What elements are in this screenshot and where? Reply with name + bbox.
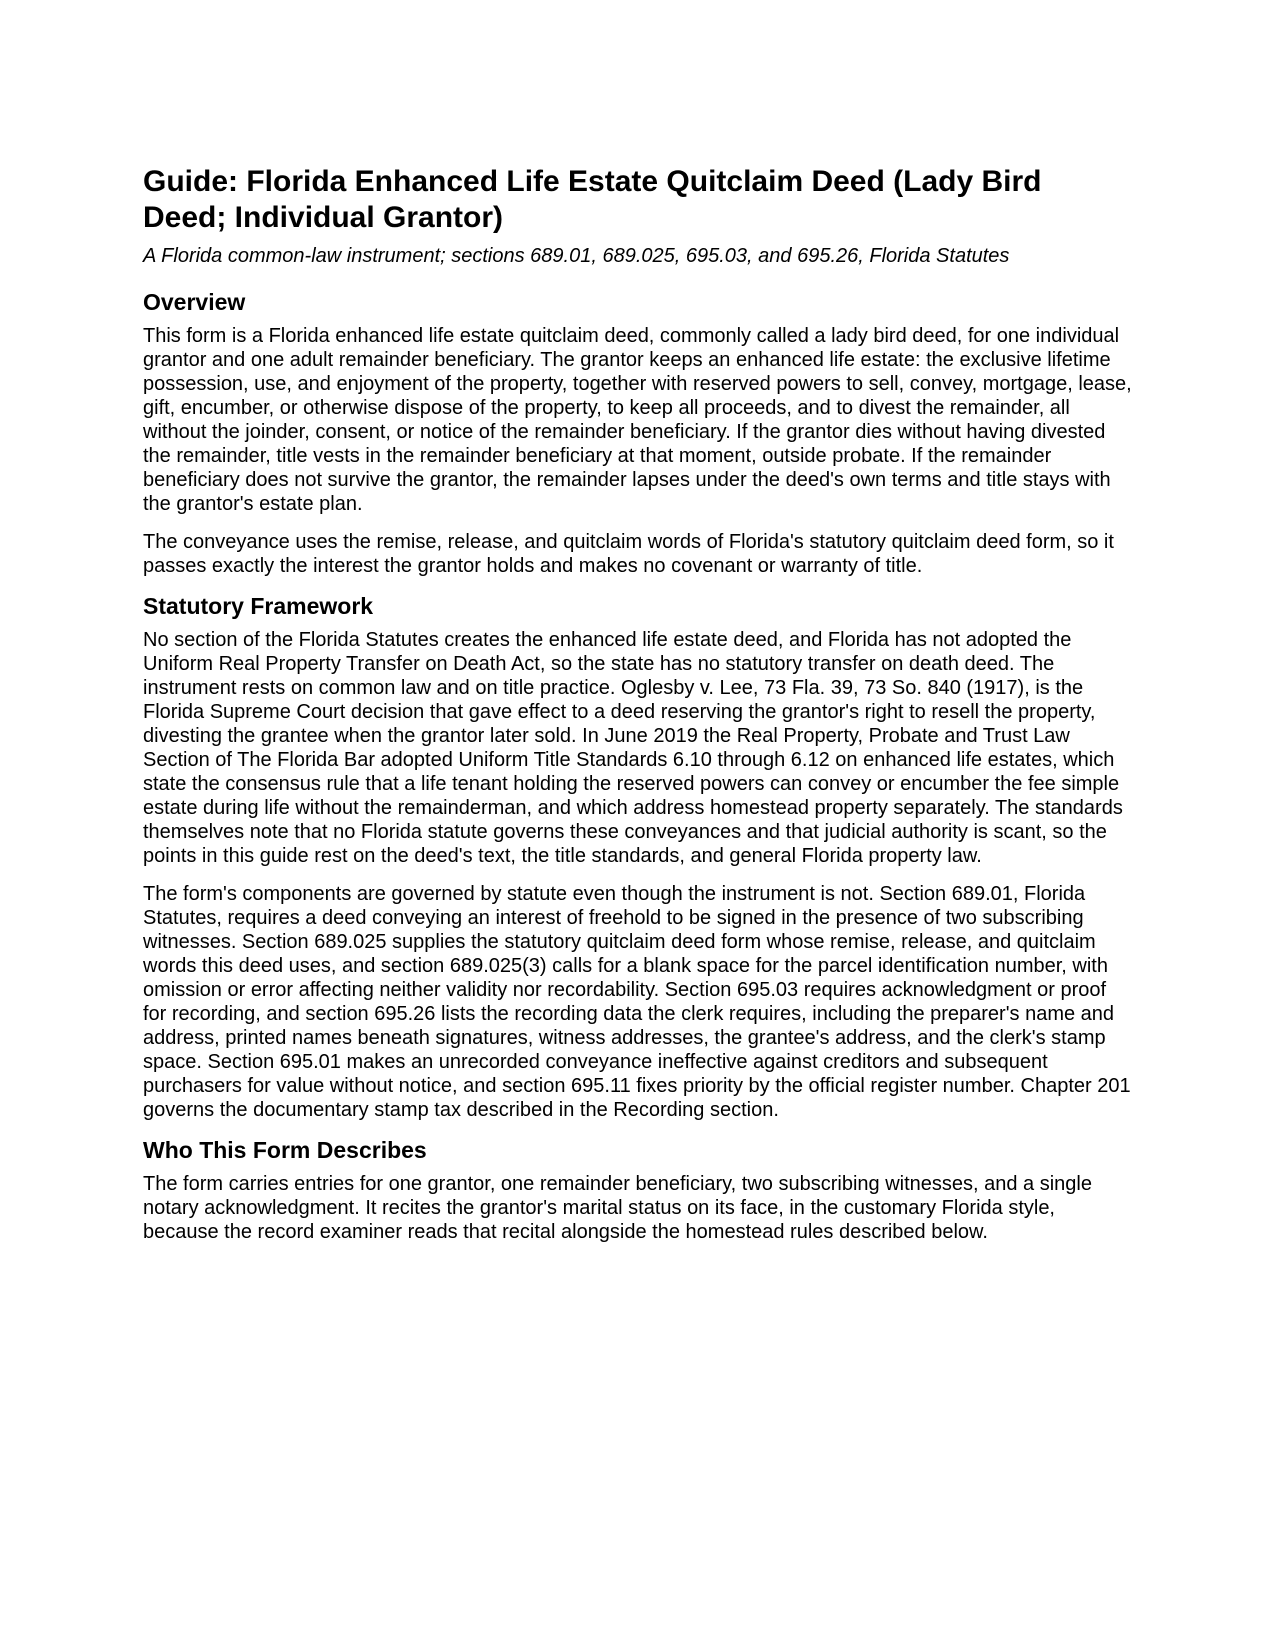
document-page (143, 164, 1133, 1258)
section-heading-overview: Overview (143, 289, 246, 315)
section-overview (143, 288, 1133, 578)
document-subtitle: A Florida common-law instrument; sections 689.01, 689.025, 695.03, and 695.26, Florida Statutes (143, 245, 1010, 267)
section-heading-statutory-framework: Statutory Framework (143, 593, 374, 619)
section-heading-who-this-form-describes: Who This Form Describes (143, 1137, 427, 1163)
document-title: Guide: Florida Enhanced Life Estate Quitclaim Deed (Lady Bird Deed; Individual Grantor) (143, 165, 1042, 234)
section-statutory-framework (143, 592, 1133, 1122)
paragraph: The form carries entries for one grantor, one remainder beneficiary, two subscribing witnesses, and a single notary acknowledgment. It recites the grantor's marital status on its face, in the customary Florida style, because the record examiner reads that recital alongside the homestead rules described below. (143, 1173, 1092, 1243)
paragraph: The form's components are governed by statute even though the instrument is not. Section 689.01, Florida Statutes, requires a deed conveying an interest of freehold to be signed in the presence of two subscribing witnesses. Section 689.025 supplies the statutory quitclaim deed form whose remise, release, and quitclaim words this deed uses, and section 689.025(3) calls for a blank space for the parcel identification number, with omission or error affecting neither validity nor recordability. Section 695.03 requires acknowledgment or proof for recording, and section 695.26 lists the recording data the clerk requires, including the preparer's name and address, printed names beneath signatures, witness addresses, the grantee's address, and the clerk's stamp space. Section 695.01 makes an unrecorded conveyance ineffective against creditors and subsequent purchasers for value without notice, and section 695.11 fixes priority by the official register number. Chapter 201 governs the documentary stamp tax described in the Recording section. (143, 883, 1131, 1121)
paragraph: The conveyance uses the remise, release, and quitclaim words of Florida's statutory quitclaim deed form, so it passes exactly the interest the grantor holds and makes no covenant or warranty of title. (143, 531, 1114, 577)
section-who-this-form-describes (143, 1136, 1133, 1244)
paragraph: This form is a Florida enhanced life estate quitclaim deed, commonly called a lady bird deed, for one individual grantor and one adult remainder beneficiary. The grantor keeps an enhanced life estate: the exclusive lifetime possession, use, and enjoyment of the property, together with reserved powers to sell, convey, mortgage, lease, gift, encumber, or otherwise dispose of the property, to keep all proceeds, and to divest the remainder, all without the joinder, consent, or notice of the remainder beneficiary. If the grantor dies without having divested the remainder, title vests in the remainder beneficiary at that moment, outside probate. If the remainder beneficiary does not survive the grantor, the remainder lapses under the deed's own terms and title stays with the grantor's estate plan. (143, 325, 1132, 515)
paragraph: No section of the Florida Statutes creates the enhanced life estate deed, and Florida has not adopted the Uniform Real Property Transfer on Death Act, so the state has no statutory transfer on death deed. The instrument rests on common law and on title practice. Oglesby v. Lee, 73 Fla. 39, 73 So. 840 (1917), is the Florida Supreme Court decision that gave effect to a deed reserving the grantor's right to resell the property, divesting the grantee when the grantor later sold. In June 2019 the Real Property, Probate and Trust Law Section of The Florida Bar adopted Uniform Title Standards 6.10 through 6.12 on enhanced life estates, which state the consensus rule that a life tenant holding the reserved powers can convey or encumber the fee simple estate during life without the remainderman, and which address homestead property separately. The standards themselves note that no Florida statute governs these conveyances and that judicial authority is scant, so the points in this guide rest on the deed's text, the title standards, and general Florida property law. (143, 629, 1123, 867)
